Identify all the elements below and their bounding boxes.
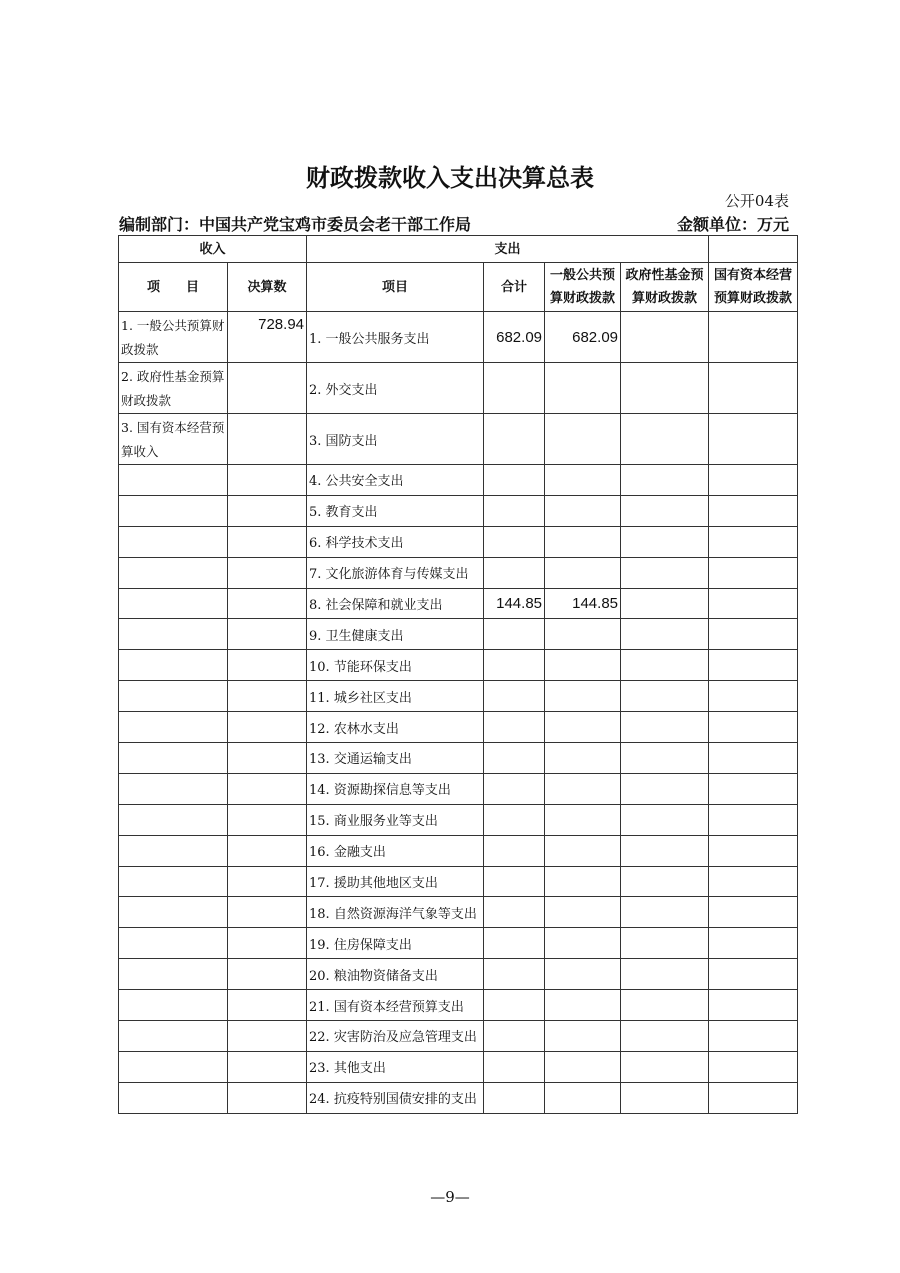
expense-item: 2. 外交支出: [307, 363, 484, 414]
expense-total: [484, 897, 545, 928]
expense-state: [709, 804, 798, 835]
expense-item: 21. 国有资本经营预算支出: [307, 990, 484, 1021]
expense-item: 23. 其他支出: [307, 1051, 484, 1082]
income-amount: [228, 588, 307, 619]
table-row: [119, 619, 798, 650]
expense-general: [545, 990, 621, 1021]
budget-table: [118, 235, 798, 1114]
expense-item: 12. 农林水支出: [307, 712, 484, 743]
income-item: [119, 650, 228, 681]
expense-item: 13. 交通运输支出: [307, 743, 484, 774]
table-row: [119, 650, 798, 681]
table-row: [119, 414, 798, 465]
income-amount: [228, 959, 307, 990]
expense-state: [709, 959, 798, 990]
expense-item: 20. 粮油物资储备支出: [307, 959, 484, 990]
header-row-2: [119, 263, 798, 312]
income-amount: [228, 650, 307, 681]
expense-item: 9. 卫生健康支出: [307, 619, 484, 650]
expense-total: [484, 619, 545, 650]
expense-item: 15. 商业服务业等支出: [307, 804, 484, 835]
expense-state: [709, 465, 798, 496]
expense-general: [545, 773, 621, 804]
expense-item: 19. 住房保障支出: [307, 928, 484, 959]
table-row: [119, 712, 798, 743]
expense-fund: [621, 773, 709, 804]
income-amount: [228, 897, 307, 928]
expense-item: 3. 国防支出: [307, 414, 484, 465]
expense-state: [709, 619, 798, 650]
expense-fund: [621, 650, 709, 681]
expense-general: [545, 363, 621, 414]
expense-total: [484, 526, 545, 557]
expense-state: [709, 743, 798, 774]
income-amount: [228, 414, 307, 465]
expense-general: [545, 866, 621, 897]
expense-total: [484, 835, 545, 866]
expense-general: [545, 1021, 621, 1052]
expense-item: 1. 一般公共服务支出: [307, 312, 484, 363]
income-item: [119, 712, 228, 743]
expense-fund: [621, 743, 709, 774]
table-row: [119, 557, 798, 588]
income-amount: [228, 928, 307, 959]
expense-general: [545, 1051, 621, 1082]
expense-fund: [621, 804, 709, 835]
income-amount: [228, 743, 307, 774]
income-item: 3. 国有资本经营预算收入: [119, 414, 228, 465]
table-row: [119, 1051, 798, 1082]
expense-general: [545, 743, 621, 774]
expense-fund: [621, 363, 709, 414]
income-amount-header: 决算数: [228, 263, 307, 312]
expense-state: [709, 312, 798, 363]
income-header: 收入: [119, 236, 307, 263]
table-row: [119, 1021, 798, 1052]
expense-general: 144.85: [545, 588, 621, 619]
expense-fund: [621, 866, 709, 897]
income-item: [119, 990, 228, 1021]
expense-fund: [621, 557, 709, 588]
table-row: [119, 897, 798, 928]
table-row: [119, 990, 798, 1021]
expense-fund: [621, 712, 709, 743]
expense-fund: [621, 1021, 709, 1052]
table-row: [119, 773, 798, 804]
table-row: [119, 928, 798, 959]
expense-item: 17. 援助其他地区支出: [307, 866, 484, 897]
income-item: [119, 897, 228, 928]
expense-general: [545, 897, 621, 928]
expense-total: [484, 1082, 545, 1113]
page-number: —9—: [430, 1188, 470, 1206]
income-item: [119, 866, 228, 897]
income-amount: 728.94: [228, 312, 307, 363]
expense-general: [545, 804, 621, 835]
table-row: [119, 526, 798, 557]
expense-item: 11. 城乡社区支出: [307, 681, 484, 712]
expense-total: 682.09: [484, 312, 545, 363]
table-row: [119, 681, 798, 712]
expense-item: 5. 教育支出: [307, 495, 484, 526]
empty-header: [709, 236, 798, 263]
expense-item: 16. 金融支出: [307, 835, 484, 866]
income-item: [119, 1082, 228, 1113]
income-item: [119, 495, 228, 526]
expense-state: [709, 928, 798, 959]
income-amount: [228, 526, 307, 557]
expense-state: [709, 835, 798, 866]
expense-total: [484, 866, 545, 897]
income-item: 2. 政府性基金预算财政拨款: [119, 363, 228, 414]
expense-general: 682.09: [545, 312, 621, 363]
expense-general: [545, 712, 621, 743]
income-item: 1. 一般公共预算财政拨款: [119, 312, 228, 363]
expense-item: 6. 科学技术支出: [307, 526, 484, 557]
total-header: 合计: [484, 263, 545, 312]
income-item: [119, 743, 228, 774]
expense-item: 22. 灾害防治及应急管理支出: [307, 1021, 484, 1052]
expense-state: [709, 866, 798, 897]
expense-general: [545, 526, 621, 557]
income-amount: [228, 712, 307, 743]
income-item: [119, 835, 228, 866]
expense-total: [484, 495, 545, 526]
income-item: [119, 465, 228, 496]
expense-general: [545, 619, 621, 650]
income-item: [119, 619, 228, 650]
table-row: [119, 312, 798, 363]
expense-general: [545, 1082, 621, 1113]
expense-state: [709, 712, 798, 743]
expense-fund: [621, 990, 709, 1021]
expense-state: [709, 773, 798, 804]
income-amount: [228, 465, 307, 496]
expense-state: [709, 414, 798, 465]
table-row: [119, 588, 798, 619]
expense-fund: [621, 526, 709, 557]
income-item: [119, 1021, 228, 1052]
expense-item-header: 项目: [307, 263, 484, 312]
expense-state: [709, 363, 798, 414]
expense-general: [545, 650, 621, 681]
income-item: [119, 681, 228, 712]
expense-header: 支出: [307, 236, 709, 263]
table-row: [119, 1082, 798, 1113]
income-item: [119, 804, 228, 835]
expense-total: 144.85: [484, 588, 545, 619]
expense-fund: [621, 312, 709, 363]
income-item: [119, 1051, 228, 1082]
expense-total: [484, 959, 545, 990]
table-row: [119, 835, 798, 866]
expense-general: [545, 959, 621, 990]
expense-general: [545, 465, 621, 496]
income-amount: [228, 619, 307, 650]
expense-total: [484, 804, 545, 835]
expense-fund: [621, 588, 709, 619]
expense-total: [484, 712, 545, 743]
expense-state: [709, 897, 798, 928]
expense-fund: [621, 928, 709, 959]
income-item: [119, 928, 228, 959]
expense-item: 18. 自然资源海洋气象等支出: [307, 897, 484, 928]
expense-total: [484, 557, 545, 588]
expense-fund: [621, 619, 709, 650]
amount-unit: 金额单位：万元: [676, 215, 789, 234]
expense-total: [484, 681, 545, 712]
expense-total: [484, 743, 545, 774]
expense-item: 7. 文化旅游体育与传媒支出: [307, 557, 484, 588]
expense-fund: [621, 897, 709, 928]
expense-total: [484, 363, 545, 414]
table-row: [119, 465, 798, 496]
table-row: [119, 743, 798, 774]
income-amount: [228, 495, 307, 526]
expense-total: [484, 650, 545, 681]
expense-item: 4. 公共安全支出: [307, 465, 484, 496]
income-amount: [228, 804, 307, 835]
expense-fund: [621, 959, 709, 990]
expense-state: [709, 526, 798, 557]
income-amount: [228, 557, 307, 588]
table-row: [119, 804, 798, 835]
income-item: [119, 526, 228, 557]
expense-state: [709, 557, 798, 588]
expense-item: 24. 抗疫特别国债安排的支出: [307, 1082, 484, 1113]
income-item-header: 项 目: [119, 263, 228, 312]
expense-total: [484, 1021, 545, 1052]
expense-total: [484, 990, 545, 1021]
income-item: [119, 959, 228, 990]
expense-fund: [621, 1051, 709, 1082]
expense-state: [709, 1051, 798, 1082]
expense-total: [484, 773, 545, 804]
page-title: 财政拨款收入支出决算总表: [306, 164, 594, 192]
income-item: [119, 557, 228, 588]
state-header: 国有资本经营预算财政拨款: [709, 263, 798, 312]
income-amount: [228, 990, 307, 1021]
expense-state: [709, 495, 798, 526]
table-row: [119, 866, 798, 897]
expense-state: [709, 1021, 798, 1052]
expense-state: [709, 681, 798, 712]
expense-fund: [621, 465, 709, 496]
expense-fund: [621, 1082, 709, 1113]
table-row: [119, 363, 798, 414]
expense-item: 8. 社会保障和就业支出: [307, 588, 484, 619]
expense-fund: [621, 414, 709, 465]
expense-item: 10. 节能环保支出: [307, 650, 484, 681]
income-item: [119, 588, 228, 619]
income-amount: [228, 1021, 307, 1052]
expense-total: [484, 465, 545, 496]
expense-general: [545, 681, 621, 712]
income-amount: [228, 681, 307, 712]
expense-general: [545, 928, 621, 959]
income-amount: [228, 363, 307, 414]
expense-item: 14. 资源勘探信息等支出: [307, 773, 484, 804]
table-code: 公开04表: [724, 192, 789, 210]
fund-header: 政府性基金预算财政拨款: [621, 263, 709, 312]
expense-general: [545, 835, 621, 866]
expense-state: [709, 990, 798, 1021]
income-item: [119, 773, 228, 804]
expense-state: [709, 650, 798, 681]
income-amount: [228, 773, 307, 804]
income-amount: [228, 1082, 307, 1113]
table-row: [119, 495, 798, 526]
income-amount: [228, 835, 307, 866]
expense-general: [545, 495, 621, 526]
expense-fund: [621, 835, 709, 866]
expense-fund: [621, 495, 709, 526]
expense-total: [484, 928, 545, 959]
expense-general: [545, 414, 621, 465]
expense-total: [484, 1051, 545, 1082]
expense-fund: [621, 681, 709, 712]
general-header: 一般公共预算财政拨款: [545, 263, 621, 312]
expense-state: [709, 1082, 798, 1113]
expense-total: [484, 414, 545, 465]
header-row-1: [119, 236, 798, 263]
department: 编制部门：中国共产党宝鸡市委员会老干部工作局: [119, 215, 472, 234]
expense-general: [545, 557, 621, 588]
expense-state: [709, 588, 798, 619]
income-amount: [228, 1051, 307, 1082]
table-row: [119, 959, 798, 990]
income-amount: [228, 866, 307, 897]
